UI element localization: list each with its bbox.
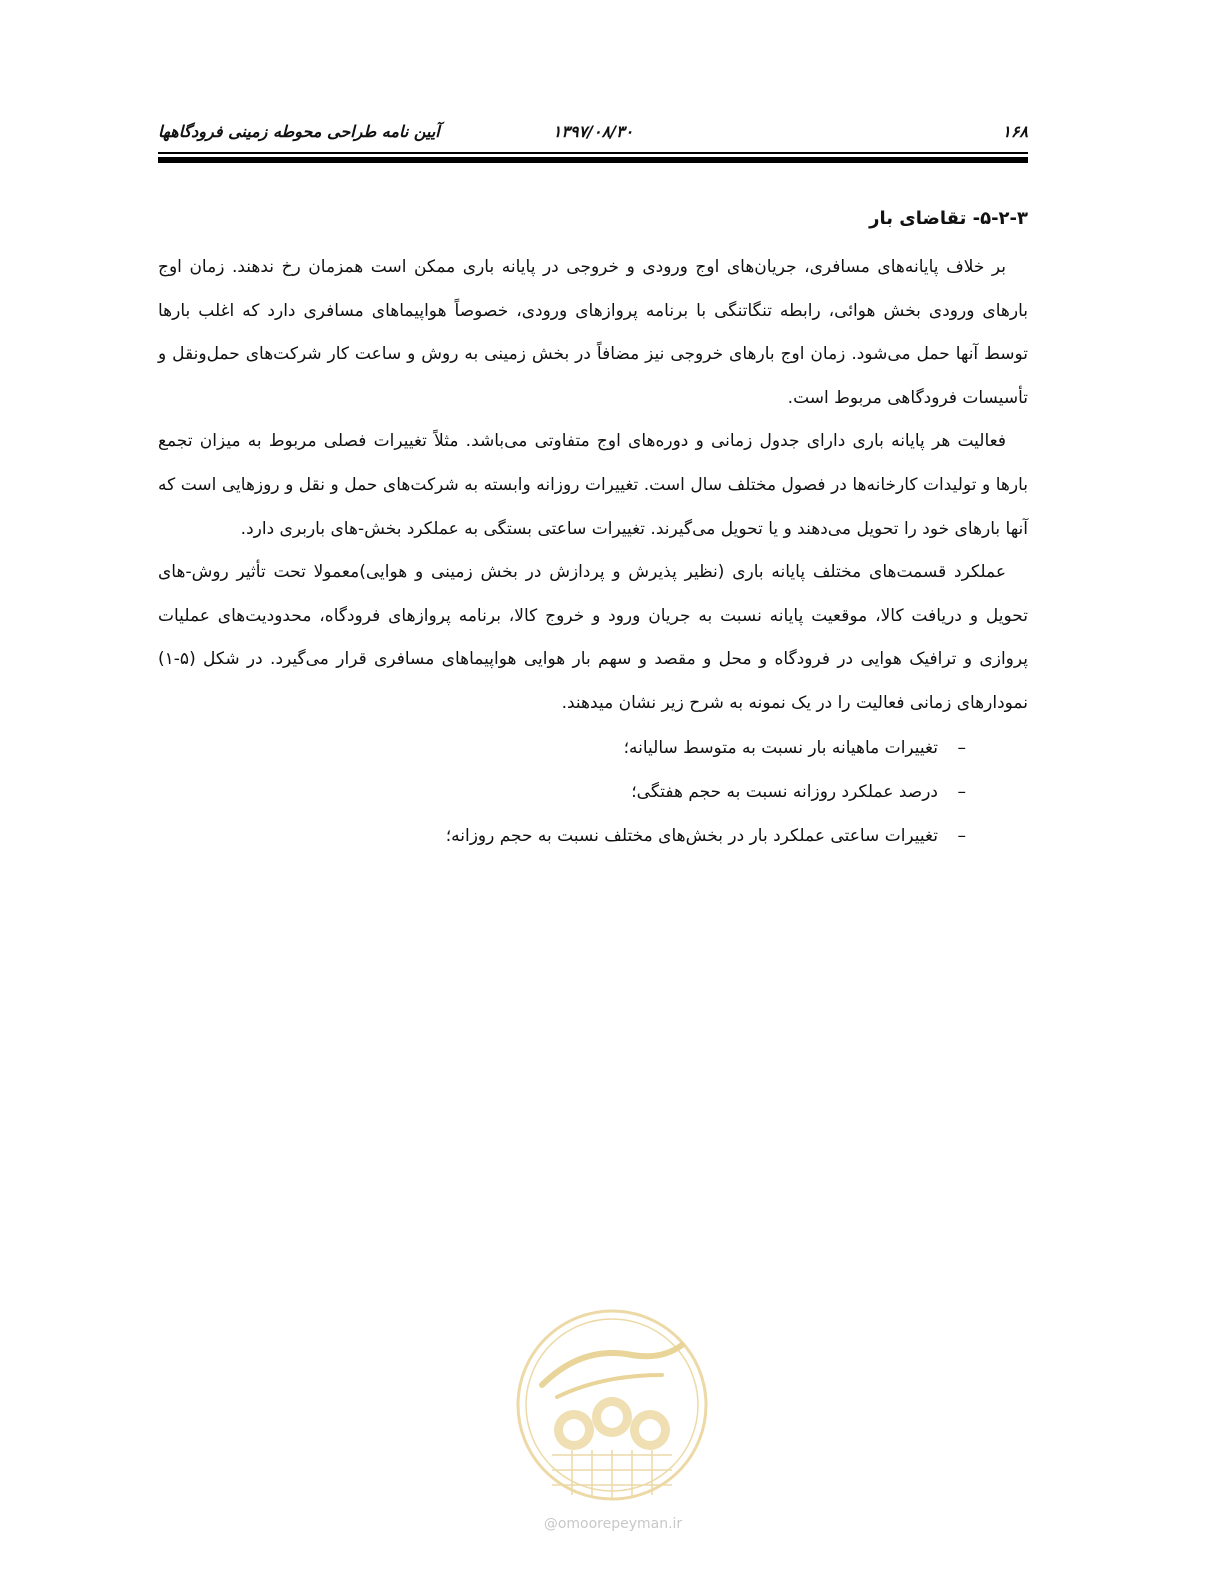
page-content [158,200,1028,858]
list-item-text: تغییرات ماهیانه بار نسبت به متوسط سالیانه؛ [623,737,938,758]
header-rule-thin [158,152,1028,154]
page-header [158,118,1028,148]
section-heading: ۵-۲-۳- تقاضای بار [869,208,1028,229]
list-item [158,726,1028,770]
bullet-dash: – [957,737,966,758]
document-title: آیین نامه طراحی محوطه زمینی فرودگاهها [158,122,440,141]
bullet-list [158,726,1028,858]
page-number: ۱۶۸ [1002,122,1028,141]
paragraph-3: عملکرد قسمت‌های مختلف پایانه باری (نظیر پذیرش و پردازش در بخش زمینی و هوایی)معمولا تحت تأثیر روش-های تحویل و دریافت کالا، موقعیت پایانه نسبت به جریان ورود و خروج کالا، برنامه پروازهای فرودگاه، محدودیت‌های عملیات پروازی و ترافیک هوایی در فرودگاه و محل و مقصد و سهم بار هوایی هواپیماهای مسافری قرار می‌گیرد. در شکل (۵-۱) نمودارهای زمانی فعالیت را در یک نمونه به شرح زیر نشان میدهند. [158,562,1028,713]
list-item-text: درصد عملکرد روزانه نسبت به حجم هفتگی؛ [631,781,938,802]
list-item-text: تغییرات ساعتی عملکرد بار در بخش‌های مختلف نسبت به حجم روزانه؛ [445,825,938,846]
list-item [158,814,1028,858]
bullet-dash: – [957,825,966,846]
bullet-dash: – [957,781,966,802]
header-rule-thick [158,157,1028,163]
paragraph-2: فعالیت هر پایانه باری دارای جدول زمانی و دوره‌های اوج متفاوتی می‌باشد. مثلاً تغییرات فصلی مربوط به میزان تجمع بارها و تولیدات کارخانه‌ها در فصول مختلف سال است. تغییرات روزانه وابسته به شرکت‌های حمل و نقل و روزهایی است که آنها بارهای خود را تحویل می‌دهند و یا تحویل می‌گیرند. تغییرات ساعتی بستگی به عملکرد بخش-های باربری دارد. [158,431,1028,539]
watermark-site-text: @omoorepeyman.ir [543,1516,683,1532]
paragraph-1: بر خلاف پایانه‌های مسافری، جریان‌های اوج ورودی و خروجی در پایانه باری ممکن است همزمان رخ ندهند. زمان اوج بارهای ورودی بخش هوائی، رابطه تنگاتنگی با برنامه پروازهای ورودی، خصوصاً هواپیماهای مسافری دارد که اغلب بارها توسط آنها حمل می‌شود. زمان اوج بارهای خروجی نیز مضافاً در بخش زمینی به روش و ساعت کار شرکت‌های حمل‌ونقل و تأسیسات فرودگاهی مربوط است. [158,257,1028,408]
header-date: ۱۳۹۷/۰۸/۳۰ [552,122,634,141]
list-item [158,770,1028,814]
watermark-logo-icon [512,1305,712,1505]
